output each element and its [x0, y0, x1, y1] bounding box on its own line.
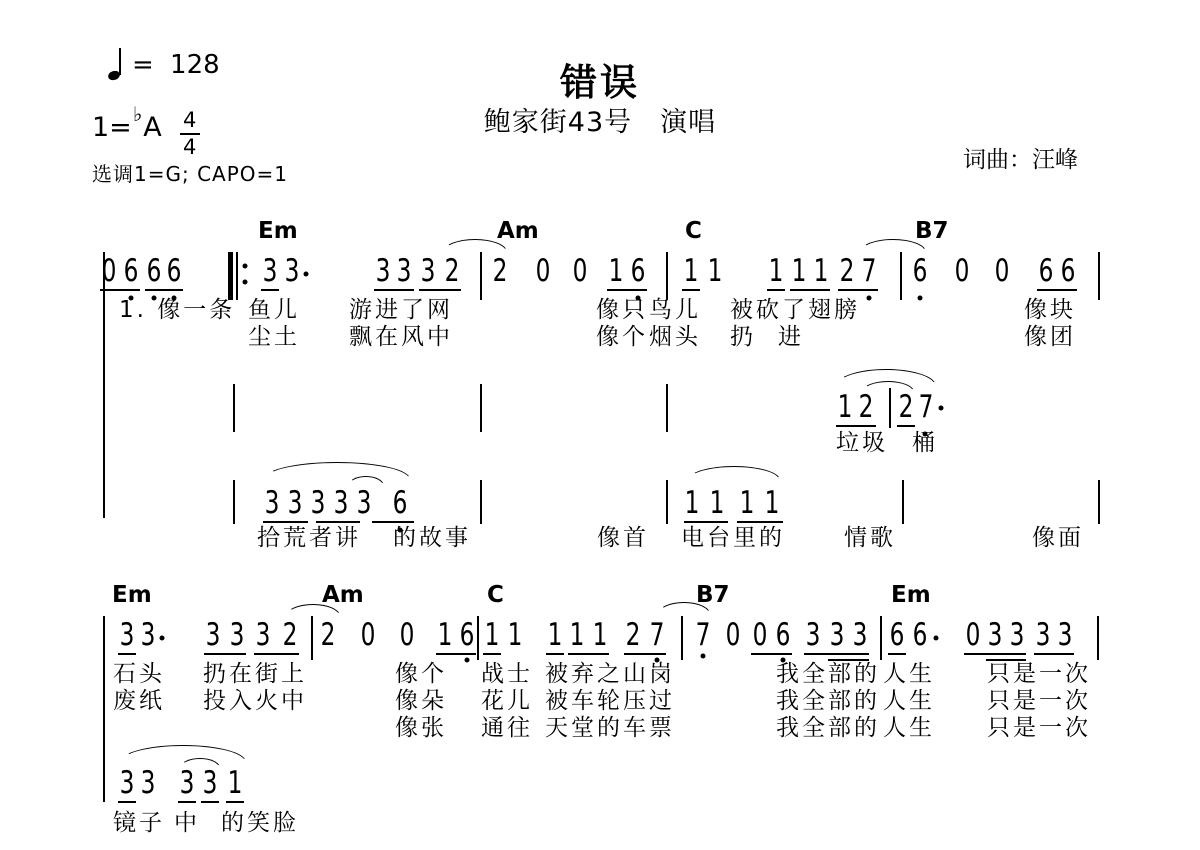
note-digit: 6 — [912, 617, 928, 653]
note-digit: 3 — [119, 617, 135, 653]
note-digit: 6 — [459, 617, 475, 653]
flat-sign: ♭ — [132, 102, 143, 126]
note-digit: 0 — [954, 253, 970, 289]
beam-underline — [263, 521, 308, 523]
lyric-text: 被车轮压过 — [545, 688, 675, 714]
note-digit: 0 — [994, 253, 1010, 289]
barline — [902, 480, 904, 524]
note-digit: 3 — [140, 617, 156, 653]
barline — [900, 252, 902, 300]
slur-arc — [688, 466, 780, 480]
lyric-text: 天堂的车票 — [545, 715, 675, 741]
lyric-text: 的故事 — [393, 525, 471, 551]
note-digit: 1 — [813, 253, 829, 289]
beam-underline — [118, 653, 136, 655]
beam-underline — [419, 289, 461, 291]
note-dot — [918, 296, 923, 301]
beam-underline — [1037, 289, 1077, 291]
note-digit: 3 — [420, 253, 436, 289]
beam-underline — [804, 653, 869, 655]
barline — [477, 616, 479, 660]
beam-underline — [684, 521, 728, 523]
note-digit: 3 — [375, 253, 391, 289]
lyric-text: 只是一次 — [987, 688, 1091, 714]
barline — [1098, 480, 1100, 524]
beam-underline — [546, 653, 564, 655]
lyric-text: 游进了网 — [349, 297, 453, 323]
repeat-dot — [243, 280, 248, 285]
chord-label: Am — [497, 218, 539, 244]
note-digit: 6 — [1038, 253, 1054, 289]
note-digit: 3 — [205, 617, 221, 653]
note-digit: 2 — [858, 389, 874, 425]
note-digit: 3 — [396, 253, 412, 289]
beam-underline — [838, 289, 878, 291]
lyric-text: 只是一次 — [987, 715, 1091, 741]
beam-underline — [374, 289, 414, 291]
lyric-text: 镜子 — [113, 810, 165, 836]
beam-underline — [261, 289, 279, 291]
note-digit: 1 — [484, 617, 500, 653]
lyric-text: 像首 — [597, 525, 649, 551]
beam-underline — [204, 653, 246, 655]
chord-label: B7 — [696, 582, 730, 608]
note-digit: 0 — [752, 617, 768, 653]
lyric-text: 只是一次 — [987, 661, 1091, 687]
note-digit: 2 — [839, 253, 855, 289]
note-digit: 3 — [229, 617, 245, 653]
note-digit: 1 — [227, 765, 243, 801]
note-dot — [939, 406, 944, 411]
note-digit: 0 — [535, 253, 551, 289]
beam-underline — [568, 653, 609, 655]
note-digit: 3 — [310, 485, 326, 521]
lyric-text: 我全部的 — [776, 688, 880, 714]
beam-underline — [607, 289, 647, 291]
time-signature-top: 4 — [183, 108, 197, 132]
note-digit: 3 — [1057, 617, 1073, 653]
note-digit: 1 — [684, 485, 700, 521]
lyric-text: 战士 — [481, 661, 533, 687]
note-digit: 2 — [625, 617, 641, 653]
chord-label: Am — [322, 582, 364, 608]
beam-underline — [145, 289, 183, 291]
lyric-text: 废纸 — [113, 688, 165, 714]
barline — [233, 480, 235, 524]
lyric-text: 像个 — [395, 661, 447, 687]
lyric-text: 桶 — [912, 430, 938, 456]
note-digit: 6 — [166, 253, 182, 289]
note-digit: 2 — [320, 617, 336, 653]
note-digit: 1 — [569, 617, 585, 653]
note-digit: 1 — [707, 253, 723, 289]
beam-underline — [751, 653, 792, 655]
barline — [666, 480, 668, 524]
note-digit: 3 — [140, 765, 156, 801]
note-digit: 3 — [333, 485, 349, 521]
note-dot — [304, 272, 309, 277]
lyric-text: 花儿 — [481, 688, 533, 714]
beam-underline — [100, 289, 140, 291]
note-digit: 1 — [764, 485, 780, 521]
key-prefix: 1= — [92, 112, 132, 143]
repeat-dot — [243, 264, 248, 269]
note-digit: 1 — [768, 253, 784, 289]
lyric-text: 被弃之山岗 — [545, 661, 675, 687]
beam-underline — [682, 289, 700, 291]
note-digit: 6 — [775, 617, 791, 653]
note-digit: 0 — [101, 253, 117, 289]
barline — [889, 388, 891, 428]
beam-underline — [964, 653, 1026, 655]
note-digit: 0 — [725, 617, 741, 653]
lyric-text: 鸟儿 — [649, 297, 701, 323]
barline — [480, 480, 482, 524]
lyric-text: 像朵 — [395, 688, 447, 714]
lyric-text: 垃圾 — [836, 430, 888, 456]
lyric-text: 被砍了翅膀 — [730, 297, 860, 323]
note-digit: 3 — [1035, 617, 1051, 653]
note-digit: 3 — [119, 765, 135, 801]
note-digit: 1 — [547, 617, 563, 653]
chord-label: B7 — [915, 218, 949, 244]
barline — [311, 616, 313, 660]
beam-underline — [316, 521, 360, 523]
note-digit: 7 — [918, 389, 934, 425]
note-digit: 7 — [695, 617, 711, 653]
lyric-text: 拾荒者讲 — [257, 525, 361, 551]
artist-line: 鲍家街43号 演唱 — [483, 107, 717, 138]
beam-underline — [790, 289, 830, 291]
beam-underline — [254, 653, 299, 655]
note-digit: 1 — [709, 485, 725, 521]
slur-arc — [264, 462, 410, 479]
note-dot — [160, 636, 165, 641]
lyric-text: 烟头 — [649, 324, 701, 350]
barline — [666, 384, 668, 432]
lyric-text: 飘在风中 — [349, 324, 453, 350]
beam-underline — [436, 653, 476, 655]
note-digit: 2 — [492, 253, 508, 289]
note-digit: 1 — [837, 389, 853, 425]
note-dot — [701, 654, 706, 659]
lyric-text: 我全部的 — [776, 715, 880, 741]
note-digit: 3 — [255, 617, 271, 653]
lyric-text: 鱼儿 — [248, 297, 300, 323]
note-digit: 6 — [392, 485, 408, 521]
note-digit: 1 — [739, 485, 755, 521]
lyric-text: 尘土 — [248, 324, 300, 350]
note-digit: 2 — [444, 253, 460, 289]
note-digit: 1 — [507, 617, 523, 653]
note-digit: 3 — [829, 617, 845, 653]
lyric-text: 像团 — [1024, 324, 1076, 350]
barline — [233, 384, 235, 432]
lyric-text: 像面 — [1032, 525, 1084, 551]
lyric-text: 像张 — [395, 715, 447, 741]
note-digit: 0 — [360, 617, 376, 653]
lyric-text: 扔在街上 — [203, 661, 307, 687]
note-digit: 3 — [1009, 617, 1025, 653]
beam-underline — [737, 521, 783, 523]
barline — [480, 384, 482, 432]
key-letter: A — [143, 112, 162, 143]
note-digit: 2 — [898, 389, 914, 425]
note-digit: 1 — [683, 253, 699, 289]
chord-label: Em — [891, 582, 931, 608]
beam-underline — [836, 425, 876, 427]
note-digit: 3 — [202, 765, 218, 801]
beam-underline — [201, 801, 219, 803]
note-digit: 3 — [987, 617, 1003, 653]
barline — [666, 252, 668, 300]
lyric-text: 人生 — [883, 688, 935, 714]
note-digit: 6 — [630, 253, 646, 289]
note-digit: 1 — [437, 617, 453, 653]
note-dot — [934, 636, 939, 641]
barline — [103, 252, 105, 518]
lyric-text: 中 — [174, 810, 200, 836]
lyric-text: 像个 — [596, 324, 648, 350]
note-dot — [465, 658, 470, 663]
repeat-barline-thin — [236, 252, 238, 300]
barline — [480, 252, 482, 300]
note-digit: 3 — [262, 253, 278, 289]
barline — [103, 742, 105, 802]
note-digit: 0 — [572, 253, 588, 289]
lyric-text: 像块 — [1024, 297, 1076, 323]
beam-underline — [118, 801, 136, 803]
lyric-text: 石头 — [113, 661, 165, 687]
note-digit: 2 — [282, 617, 298, 653]
note-digit: 3 — [356, 485, 372, 521]
note-dot — [867, 296, 872, 301]
slur-arc — [120, 745, 246, 762]
lyric-text: 电台里的 — [681, 525, 785, 551]
lyric-text: 投入火中 — [203, 688, 307, 714]
beam-underline — [767, 289, 785, 291]
note-digit: 3 — [852, 617, 868, 653]
note-digit: 1 — [791, 253, 807, 289]
beam-underline — [178, 801, 196, 803]
barline — [880, 616, 882, 660]
chord-label: Em — [112, 582, 152, 608]
note-digit: 6 — [146, 253, 162, 289]
chord-label: C — [487, 582, 504, 608]
tempo-value: = 128 — [132, 50, 220, 80]
note-digit: 3 — [287, 485, 303, 521]
note-digit: 6 — [1060, 253, 1076, 289]
barline — [681, 616, 683, 660]
lyric-text: 进 — [778, 324, 804, 350]
beam-underline — [1034, 653, 1074, 655]
note-digit: 6 — [123, 253, 139, 289]
note-digit: 6 — [889, 617, 905, 653]
beam-underline — [888, 653, 906, 655]
time-signature-bottom: 4 — [183, 135, 197, 159]
lyric-text: 扔 — [730, 324, 756, 350]
note-digit: 6 — [912, 253, 928, 289]
note-digit: 7 — [649, 617, 665, 653]
beam-underline — [226, 801, 244, 803]
beam-underline — [897, 425, 915, 427]
composer-credit: 词曲：汪峰 — [963, 147, 1078, 173]
lyric-text: 人生 — [883, 661, 935, 687]
note-digit: 0 — [965, 617, 981, 653]
chord-label: C — [685, 218, 702, 244]
lyric-text: 我全部的 — [776, 661, 880, 687]
note-digit: 0 — [399, 617, 415, 653]
note-digit: 7 — [861, 253, 877, 289]
lyric-text: 的笑脸 — [221, 810, 299, 836]
beam-underline — [372, 521, 414, 523]
note-digit: 3 — [284, 253, 300, 289]
lyric-text: 人生 — [883, 715, 935, 741]
tuning-note: 选调1=G; CAPO=1 — [92, 162, 289, 186]
lyric-text: 像只 — [596, 297, 648, 323]
chord-label: Em — [258, 218, 298, 244]
beam-underline — [483, 653, 501, 655]
beam-underline — [624, 653, 666, 655]
barline — [1097, 616, 1099, 660]
barline — [1098, 252, 1100, 300]
lyric-text: 情歌 — [844, 525, 896, 551]
note-digit: 1 — [592, 617, 608, 653]
lyric-text: 通往 — [481, 715, 533, 741]
lyric-text: 1. 像一条 — [119, 297, 236, 323]
note-digit: 3 — [805, 617, 821, 653]
repeat-barline-thick — [228, 252, 233, 300]
note-digit: 1 — [608, 253, 624, 289]
song-title: 错误 — [560, 61, 640, 104]
note-digit: 3 — [264, 485, 280, 521]
note-digit: 3 — [179, 765, 195, 801]
